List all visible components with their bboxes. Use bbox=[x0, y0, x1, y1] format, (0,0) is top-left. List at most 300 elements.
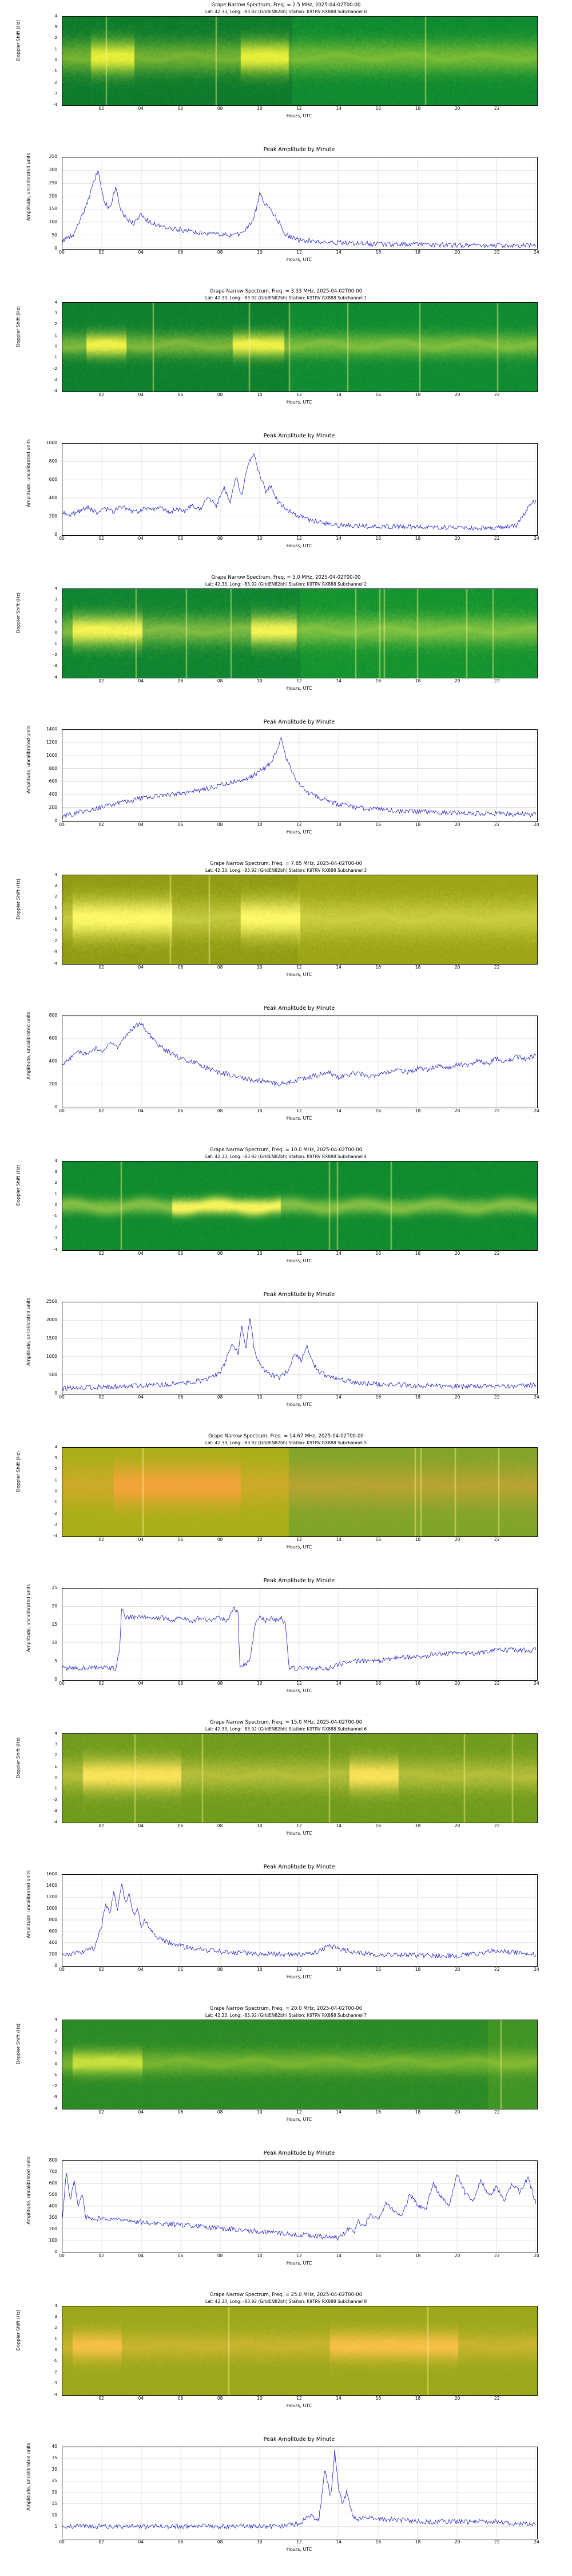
amplitude-y-tick: 800 bbox=[49, 1917, 57, 1922]
spectrogram-x-tick: 06 bbox=[177, 1251, 184, 1256]
spectrogram-x-tick: 22 bbox=[494, 2109, 500, 2115]
amplitude-block bbox=[0, 2433, 572, 2576]
spectrogram-x-tick: 22 bbox=[494, 678, 500, 683]
spectrogram-x-tick: 22 bbox=[494, 1537, 500, 1542]
amplitude-x-tick: 16 bbox=[375, 1681, 382, 1686]
amplitude-x-tick: 20 bbox=[454, 2539, 460, 2545]
spectrogram-image bbox=[62, 589, 537, 678]
spectrogram-y-tick: 4 bbox=[54, 2017, 57, 2022]
spectrogram-title-line2: Lat: 42.33, Long: -83.92 (GridEN82bh) Station: K9TRV RX888 Subchannel 6 bbox=[205, 1726, 367, 1732]
amplitude-x-tick: 06 bbox=[177, 2539, 184, 2545]
amplitude-y-ticks bbox=[23, 1299, 59, 1396]
spectrogram-y-tick: -4 bbox=[53, 2105, 57, 2111]
amplitude-x-tick: 12 bbox=[296, 2253, 302, 2258]
spectrogram-y-ticks bbox=[34, 2303, 59, 2397]
amplitude-x-tick: 12 bbox=[296, 822, 302, 827]
spectrogram-x-tick: 10 bbox=[257, 1251, 263, 1256]
spectrogram-title-line2: Lat: 42.33, Long: -83.92 (GridEN82bh) Station: K9TRV RX888 Subchannel 8 bbox=[205, 2299, 367, 2304]
amplitude-x-axis-label: Hours, UTC bbox=[286, 2261, 312, 2266]
subchannel-panel bbox=[0, 1145, 572, 1431]
amplitude-x-tick: 14 bbox=[336, 1967, 341, 1972]
amplitude-x-tick: 10 bbox=[257, 1967, 263, 1972]
amplitude-x-tick: 18 bbox=[415, 822, 421, 827]
amplitude-x-tick: 04 bbox=[138, 1394, 144, 1400]
amplitude-y-tick: 0 bbox=[54, 532, 57, 537]
amplitude-x-tick: 02 bbox=[98, 822, 104, 827]
spectrogram-y-tick: 0 bbox=[54, 58, 57, 62]
amplitude-x-tick: 00 bbox=[59, 822, 65, 827]
spectrogram-y-tick: -4 bbox=[53, 2392, 57, 2397]
spectrogram-x-tick: 12 bbox=[296, 392, 302, 397]
amplitude-x-tick: 10 bbox=[257, 1681, 263, 1686]
amplitude-y-tick: 200 bbox=[49, 2226, 57, 2231]
amplitude-x-tick: 02 bbox=[98, 2253, 104, 2258]
amplitude-x-tick: 04 bbox=[138, 536, 144, 541]
amplitude-x-tick: 00 bbox=[59, 250, 65, 255]
spectrogram-image bbox=[62, 1734, 537, 1823]
amplitude-x-tick: 16 bbox=[375, 536, 382, 541]
amplitude-y-ticks bbox=[23, 1871, 59, 1968]
amplitude-y-tick: 200 bbox=[49, 513, 57, 519]
amplitude-y-tick: 1500 bbox=[46, 1336, 57, 1341]
peak-amplitude-plot bbox=[62, 157, 536, 248]
amplitude-x-tick: 08 bbox=[217, 1394, 223, 1400]
spectrogram-y-ticks bbox=[34, 2017, 59, 2111]
spectrogram-y-tick: 3 bbox=[54, 2314, 57, 2319]
spectrogram-x-tick: 16 bbox=[375, 965, 382, 970]
amplitude-y-tick: 0 bbox=[54, 818, 57, 823]
spectrogram-y-tick: 3 bbox=[54, 310, 57, 315]
amplitude-x-ticks bbox=[59, 822, 539, 829]
amplitude-x-ticks bbox=[59, 2539, 539, 2546]
spectrogram-x-tick: 14 bbox=[336, 1823, 341, 1828]
amplitude-x-tick: 02 bbox=[98, 1681, 104, 1686]
amplitude-block bbox=[0, 429, 572, 572]
amplitude-block bbox=[0, 1860, 572, 2004]
amplitude-x-tick: 08 bbox=[217, 536, 223, 541]
spectrogram-y-tick: 4 bbox=[54, 872, 57, 877]
spectrogram-title bbox=[0, 1720, 572, 1732]
spectrogram-y-tick: 0 bbox=[54, 1489, 57, 1494]
amplitude-x-tick: 08 bbox=[217, 2539, 223, 2545]
spectrogram-x-tick: 08 bbox=[217, 965, 223, 970]
amplitude-y-tick: 600 bbox=[49, 2180, 57, 2186]
spectrogram-x-tick: 16 bbox=[375, 106, 382, 111]
amplitude-block bbox=[0, 1002, 572, 1145]
spectrogram-x-tick: 12 bbox=[296, 1537, 302, 1542]
amplitude-x-tick: 18 bbox=[415, 2539, 421, 2545]
amplitude-x-tick: 02 bbox=[98, 1967, 104, 1972]
spectrogram-block bbox=[0, 2290, 572, 2433]
amplitude-x-tick: 12 bbox=[296, 1681, 302, 1686]
amplitude-x-tick: 06 bbox=[177, 1681, 184, 1686]
amplitude-x-tick: 14 bbox=[336, 536, 341, 541]
amplitude-y-tick: 2000 bbox=[46, 1317, 57, 1322]
amplitude-x-tick: 18 bbox=[415, 1967, 421, 1972]
amplitude-y-tick: 40 bbox=[51, 2444, 57, 2449]
amplitude-x-ticks bbox=[59, 1394, 539, 1401]
spectrogram-title-line2: Lat: 42.33, Long: -83.92 (GridEN82bh) Station: K9TRV RX888 Subchannel 2 bbox=[205, 582, 367, 587]
amplitude-x-tick: 12 bbox=[296, 2539, 302, 2545]
amplitude-x-tick: 14 bbox=[336, 1108, 341, 1113]
amplitude-frame bbox=[62, 729, 538, 822]
amplitude-x-tick: 08 bbox=[217, 1967, 223, 1972]
amplitude-y-axis-label: Amplitude, uncalibrated units bbox=[26, 1012, 31, 1080]
spectrogram-x-tick: 04 bbox=[138, 678, 144, 683]
spectrogram-y-tick: -1 bbox=[53, 1500, 57, 1505]
amplitude-x-tick: 16 bbox=[375, 250, 382, 255]
amplitude-frame bbox=[62, 443, 538, 536]
amplitude-y-tick: 1600 bbox=[46, 1871, 57, 1876]
amplitude-x-tick: 14 bbox=[336, 2539, 341, 2545]
spectrogram-frame bbox=[62, 302, 538, 392]
peak-amplitude-plot bbox=[62, 1875, 536, 1965]
spectrogram-x-tick: 08 bbox=[217, 1251, 223, 1256]
spectrogram-x-axis-label: Hours, UTC bbox=[286, 2403, 312, 2408]
spectrogram-y-ticks bbox=[34, 299, 59, 393]
amplitude-y-tick: 35 bbox=[51, 2455, 57, 2460]
amplitude-x-axis-label: Hours, UTC bbox=[286, 257, 312, 262]
spectrogram-x-tick: 20 bbox=[454, 392, 460, 397]
amplitude-title: Peak Amplitude by Minute bbox=[263, 2150, 335, 2156]
amplitude-y-tick: 5 bbox=[54, 1658, 57, 1664]
amplitude-y-tick: 1000 bbox=[46, 1906, 57, 1911]
amplitude-y-tick: 200 bbox=[49, 193, 57, 199]
spectrogram-y-tick: -4 bbox=[53, 1819, 57, 1824]
spectrogram-y-tick: 2 bbox=[54, 608, 57, 613]
spectrogram-x-tick: 08 bbox=[217, 1823, 223, 1828]
spectrogram-y-axis-label: Doppler Shift (Hz) bbox=[15, 878, 21, 920]
spectrogram-y-tick: -4 bbox=[53, 1247, 57, 1252]
amplitude-x-tick: 04 bbox=[138, 1108, 144, 1113]
spectrogram-x-tick: 06 bbox=[177, 1823, 184, 1828]
amplitude-x-tick: 22 bbox=[494, 2253, 500, 2258]
spectrogram-x-ticks bbox=[62, 1251, 537, 1258]
spectrogram-x-tick: 08 bbox=[217, 392, 223, 397]
amplitude-block bbox=[0, 2147, 572, 2290]
spectrogram-block bbox=[0, 572, 572, 716]
spectrogram-x-ticks bbox=[62, 965, 537, 971]
spectrogram-x-tick: 10 bbox=[257, 1823, 263, 1828]
spectrogram-y-tick: -1 bbox=[53, 641, 57, 646]
spectrogram-x-tick: 14 bbox=[336, 1537, 341, 1542]
spectrogram-y-tick: 0 bbox=[54, 2061, 57, 2066]
spectrogram-title bbox=[0, 575, 572, 587]
amplitude-y-tick: 15 bbox=[51, 1622, 57, 1627]
amplitude-title: Peak Amplitude by Minute bbox=[263, 1291, 335, 1298]
spectrogram-x-ticks bbox=[62, 1823, 537, 1830]
spectrogram-frame bbox=[62, 1161, 538, 1251]
amplitude-y-ticks bbox=[23, 440, 59, 537]
spectrogram-y-tick: 1 bbox=[54, 619, 57, 624]
spectrogram-y-tick: 4 bbox=[54, 1730, 57, 1736]
amplitude-y-tick: 30 bbox=[51, 2467, 57, 2472]
spectrogram-x-tick: 20 bbox=[454, 2109, 460, 2115]
spectrogram-title-line1: Grape Narrow Spectrum, Freq. = 25.0 MHz, 2025-04-02T00-00 bbox=[209, 2292, 363, 2298]
spectrogram-image bbox=[62, 2306, 537, 2395]
spectrogram-y-ticks bbox=[34, 1444, 59, 1538]
spectrogram-x-tick: 18 bbox=[415, 1537, 421, 1542]
amplitude-y-tick: 250 bbox=[49, 180, 57, 185]
spectrogram-y-tick: 4 bbox=[54, 1158, 57, 1163]
spectrogram-x-tick: 08 bbox=[217, 2396, 223, 2401]
spectrogram-x-tick: 06 bbox=[177, 392, 184, 397]
spectrogram-x-tick: 22 bbox=[494, 392, 500, 397]
spectrogram-y-tick: 1 bbox=[54, 905, 57, 910]
amplitude-x-tick: 22 bbox=[494, 1394, 500, 1400]
spectrogram-y-axis-label: Doppler Shift (Hz) bbox=[15, 2023, 21, 2065]
amplitude-y-tick: 300 bbox=[49, 2215, 57, 2220]
spectrogram-x-tick: 06 bbox=[177, 1537, 184, 1542]
amplitude-x-tick: 04 bbox=[138, 250, 144, 255]
spectrogram-block bbox=[0, 1145, 572, 1288]
spectrogram-y-tick: -1 bbox=[53, 2072, 57, 2077]
peak-amplitude-plot bbox=[62, 730, 536, 820]
spectrogram-y-tick: -1 bbox=[53, 355, 57, 360]
amplitude-x-tick: 02 bbox=[98, 1394, 104, 1400]
amplitude-x-tick: 14 bbox=[336, 1681, 341, 1686]
spectrogram-frame bbox=[62, 16, 538, 106]
amplitude-y-tick: 20 bbox=[51, 2490, 57, 2495]
spectrogram-x-tick: 22 bbox=[494, 965, 500, 970]
spectrogram-y-tick: 2 bbox=[54, 1180, 57, 1186]
spectrogram-x-tick: 20 bbox=[454, 106, 460, 111]
spectrogram-x-tick: 02 bbox=[98, 678, 104, 683]
spectrogram-y-ticks bbox=[34, 1730, 59, 1824]
spectrogram-x-tick: 04 bbox=[138, 2109, 144, 2115]
amplitude-y-ticks bbox=[23, 2444, 59, 2538]
amplitude-x-tick: 14 bbox=[336, 2253, 341, 2258]
spectrogram-x-tick: 16 bbox=[375, 392, 382, 397]
amplitude-x-tick: 10 bbox=[257, 822, 263, 827]
spectrogram-y-tick: 1 bbox=[54, 1477, 57, 1483]
spectrogram-x-ticks bbox=[62, 106, 537, 113]
peak-amplitude-plot bbox=[62, 2161, 536, 2251]
amplitude-y-ticks bbox=[23, 1585, 59, 1682]
spectrogram-y-tick: 2 bbox=[54, 35, 57, 41]
amplitude-x-tick: 04 bbox=[138, 2539, 144, 2545]
spectrogram-x-tick: 14 bbox=[336, 965, 341, 970]
amplitude-y-tick: 1000 bbox=[46, 1354, 57, 1359]
amplitude-x-tick: 00 bbox=[59, 1108, 65, 1113]
amplitude-y-tick: 100 bbox=[49, 219, 57, 225]
amplitude-y-axis-label: Amplitude, uncalibrated units bbox=[26, 1870, 31, 1938]
amplitude-x-tick: 00 bbox=[59, 1394, 65, 1400]
amplitude-x-tick: 14 bbox=[336, 822, 341, 827]
amplitude-y-axis-label: Amplitude, uncalibrated units bbox=[26, 439, 31, 507]
spectrogram-x-tick: 18 bbox=[415, 965, 421, 970]
amplitude-y-tick: 5 bbox=[54, 2524, 57, 2529]
amplitude-y-tick: 1000 bbox=[46, 440, 57, 445]
spectrogram-y-ticks bbox=[34, 588, 59, 677]
spectrogram-y-axis-label: Doppler Shift (Hz) bbox=[15, 1164, 21, 1206]
spectrogram-y-tick: -3 bbox=[53, 377, 57, 382]
spectrogram-x-tick: 22 bbox=[494, 1823, 500, 1828]
amplitude-y-tick: 400 bbox=[49, 2203, 57, 2208]
spectrogram-y-tick: 3 bbox=[54, 596, 57, 602]
spectrogram-x-tick: 14 bbox=[336, 678, 341, 683]
amplitude-y-tick: 0 bbox=[54, 1104, 57, 1109]
amplitude-y-tick: 0 bbox=[54, 1963, 57, 1968]
spectrogram-image bbox=[62, 1448, 537, 1536]
spectrogram-y-axis-label: Doppler Shift (Hz) bbox=[15, 2309, 21, 2351]
amplitude-y-tick: 800 bbox=[49, 2158, 57, 2163]
subchannel-panel bbox=[0, 572, 572, 859]
amplitude-x-tick: 18 bbox=[415, 536, 421, 541]
amplitude-y-tick: 1400 bbox=[46, 726, 57, 732]
amplitude-x-tick: 08 bbox=[217, 2253, 223, 2258]
spectrogram-x-tick: 16 bbox=[375, 2396, 382, 2401]
spectrogram-x-tick: 12 bbox=[296, 2109, 302, 2115]
amplitude-y-tick: 10 bbox=[51, 1640, 57, 1645]
amplitude-y-tick: 10 bbox=[51, 2512, 57, 2518]
spectrogram-y-axis-label: Doppler Shift (Hz) bbox=[15, 306, 21, 347]
amplitude-x-tick: 04 bbox=[138, 1681, 144, 1686]
spectrogram-y-axis-label: Doppler Shift (Hz) bbox=[15, 19, 21, 61]
amplitude-x-tick: 16 bbox=[375, 822, 382, 827]
spectrogram-frame bbox=[62, 1733, 538, 1823]
amplitude-y-tick: 700 bbox=[49, 2169, 57, 2174]
amplitude-x-tick: 24 bbox=[534, 250, 539, 255]
spectrogram-x-tick: 04 bbox=[138, 1537, 144, 1542]
amplitude-x-tick: 10 bbox=[257, 250, 263, 255]
spectrogram-x-tick: 04 bbox=[138, 1823, 144, 1828]
amplitude-y-tick: 2500 bbox=[46, 1299, 57, 1304]
spectrogram-x-tick: 06 bbox=[177, 965, 184, 970]
spectrogram-title bbox=[0, 861, 572, 874]
spectrogram-x-tick: 18 bbox=[415, 1823, 421, 1828]
spectrogram-x-tick: 18 bbox=[415, 392, 421, 397]
spectrogram-y-tick: 4 bbox=[54, 299, 57, 305]
subchannel-panel bbox=[0, 2004, 572, 2290]
amplitude-y-axis-label: Amplitude, uncalibrated units bbox=[26, 2156, 31, 2225]
spectrogram-y-tick: 3 bbox=[54, 2028, 57, 2033]
amplitude-x-axis-label: Hours, UTC bbox=[286, 829, 312, 835]
spectrogram-x-tick: 20 bbox=[454, 1823, 460, 1828]
spectrogram-y-tick: -3 bbox=[53, 950, 57, 955]
amplitude-x-tick: 06 bbox=[177, 822, 184, 827]
amplitude-y-tick: 50 bbox=[51, 232, 57, 238]
spectrogram-x-tick: 10 bbox=[257, 2109, 263, 2115]
spectrogram-x-tick: 18 bbox=[415, 2396, 421, 2401]
amplitude-y-tick: 400 bbox=[49, 792, 57, 797]
amplitude-x-tick: 22 bbox=[494, 1967, 500, 1972]
spectrogram-title-line2: Lat: 42.33, Long: -83.92 (GridEN82bh) Station: K9TRV RX888 Subchannel 4 bbox=[205, 1154, 367, 1159]
amplitude-x-tick: 00 bbox=[59, 536, 65, 541]
amplitude-x-tick: 02 bbox=[98, 536, 104, 541]
amplitude-y-tick: 500 bbox=[49, 1372, 57, 1377]
amplitude-x-tick: 20 bbox=[454, 2253, 460, 2258]
subchannel-panel bbox=[0, 859, 572, 1145]
amplitude-x-tick: 24 bbox=[534, 1108, 539, 1113]
amplitude-y-tick: 0 bbox=[54, 246, 57, 251]
amplitude-x-ticks bbox=[59, 536, 539, 543]
amplitude-frame bbox=[62, 2447, 538, 2539]
spectrogram-x-tick: 04 bbox=[138, 2396, 144, 2401]
spectrogram-y-tick: -4 bbox=[53, 388, 57, 393]
amplitude-title: Peak Amplitude by Minute bbox=[263, 1864, 335, 1870]
spectrogram-title-line1: Grape Narrow Spectrum, Freq. = 20.0 MHz, 2025-04-02T00-00 bbox=[209, 2006, 363, 2012]
spectrogram-title-line1: Grape Narrow Spectrum, Freq. = 7.85 MHz, 2025-04-02T00-00 bbox=[209, 861, 363, 867]
spectrogram-y-axis-label: Doppler Shift (Hz) bbox=[15, 1737, 21, 1779]
spectrogram-y-tick: -2 bbox=[53, 2369, 57, 2374]
amplitude-y-tick: 100 bbox=[49, 2238, 57, 2243]
amplitude-x-tick: 20 bbox=[454, 1967, 460, 1972]
amplitude-y-tick: 400 bbox=[49, 1058, 57, 1064]
spectrogram-y-tick: -2 bbox=[53, 652, 57, 657]
spectrogram-x-axis-label: Hours, UTC bbox=[286, 1544, 312, 1550]
amplitude-x-tick: 24 bbox=[534, 1394, 539, 1400]
spectrogram-frame bbox=[62, 588, 538, 678]
spectrogram-x-tick: 02 bbox=[98, 965, 104, 970]
spectrogram-y-tick: 4 bbox=[54, 1444, 57, 1449]
amplitude-x-tick: 06 bbox=[177, 2253, 184, 2258]
amplitude-x-tick: 12 bbox=[296, 1108, 302, 1113]
spectrogram-x-tick: 08 bbox=[217, 1537, 223, 1542]
amplitude-x-tick: 00 bbox=[59, 2539, 65, 2545]
spectrogram-x-tick: 12 bbox=[296, 965, 302, 970]
spectrogram-y-tick: 0 bbox=[54, 344, 57, 349]
spectrogram-title bbox=[0, 1433, 572, 1446]
spectrogram-y-tick: -1 bbox=[53, 1214, 57, 1219]
amplitude-x-tick: 12 bbox=[296, 1394, 302, 1400]
spectrogram-y-tick: 2 bbox=[54, 1467, 57, 1472]
spectrogram-y-tick: -4 bbox=[53, 674, 57, 679]
amplitude-y-axis-label: Amplitude, uncalibrated units bbox=[26, 2443, 31, 2511]
spectrogram-x-ticks bbox=[62, 2396, 537, 2403]
amplitude-x-tick: 12 bbox=[296, 1967, 302, 1972]
amplitude-title: Peak Amplitude by Minute bbox=[263, 1005, 335, 1012]
amplitude-y-tick: 0 bbox=[54, 2249, 57, 2254]
spectrogram-x-tick: 16 bbox=[375, 1537, 382, 1542]
spectrogram-x-tick: 12 bbox=[296, 1251, 302, 1256]
amplitude-title: Peak Amplitude by Minute bbox=[263, 1578, 335, 1584]
spectrogram-x-tick: 14 bbox=[336, 392, 341, 397]
spectrogram-y-tick: 0 bbox=[54, 916, 57, 921]
spectrogram-title-line2: Lat: 42.33, Long: -83.92 (GridEN82bh) Station: K9TRV RX888 Subchannel 0 bbox=[205, 9, 367, 14]
spectrogram-x-tick: 16 bbox=[375, 2109, 382, 2115]
spectrogram-y-tick: -3 bbox=[53, 1808, 57, 1814]
spectrogram-y-axis-label: Doppler Shift (Hz) bbox=[15, 1451, 21, 1492]
spectrogram-y-tick: -2 bbox=[53, 1511, 57, 1516]
spectrogram-y-tick: 0 bbox=[54, 1203, 57, 1207]
spectrogram-block bbox=[0, 1717, 572, 1860]
amplitude-frame bbox=[62, 157, 538, 250]
spectrogram-x-tick: 04 bbox=[138, 1251, 144, 1256]
spectrogram-y-tick: -1 bbox=[53, 2358, 57, 2364]
spectrogram-y-tick: 3 bbox=[54, 24, 57, 29]
amplitude-x-tick: 18 bbox=[415, 2253, 421, 2258]
amplitude-y-axis-label: Amplitude, uncalibrated units bbox=[26, 725, 31, 793]
amplitude-title: Peak Amplitude by Minute bbox=[263, 433, 335, 439]
spectrogram-x-axis-label: Hours, UTC bbox=[286, 400, 312, 405]
spectrogram-y-tick: 3 bbox=[54, 883, 57, 888]
amplitude-y-tick: 600 bbox=[49, 1036, 57, 1041]
amplitude-block bbox=[0, 1288, 572, 1431]
amplitude-y-tick: 150 bbox=[49, 206, 57, 212]
amplitude-y-tick: 1200 bbox=[46, 1894, 57, 1899]
spectrogram-y-tick: -4 bbox=[53, 961, 57, 966]
amplitude-y-ticks bbox=[23, 154, 59, 251]
spectrogram-y-tick: 2 bbox=[54, 2039, 57, 2044]
spectrogram-block bbox=[0, 1431, 572, 1574]
amplitude-x-axis-label: Hours, UTC bbox=[286, 1402, 312, 1407]
spectrogram-frame bbox=[62, 875, 538, 965]
spectrogram-title bbox=[0, 2006, 572, 2018]
amplitude-x-tick: 02 bbox=[98, 250, 104, 255]
spectrogram-y-tick: -2 bbox=[53, 80, 57, 85]
spectrogram-x-tick: 12 bbox=[296, 1823, 302, 1828]
